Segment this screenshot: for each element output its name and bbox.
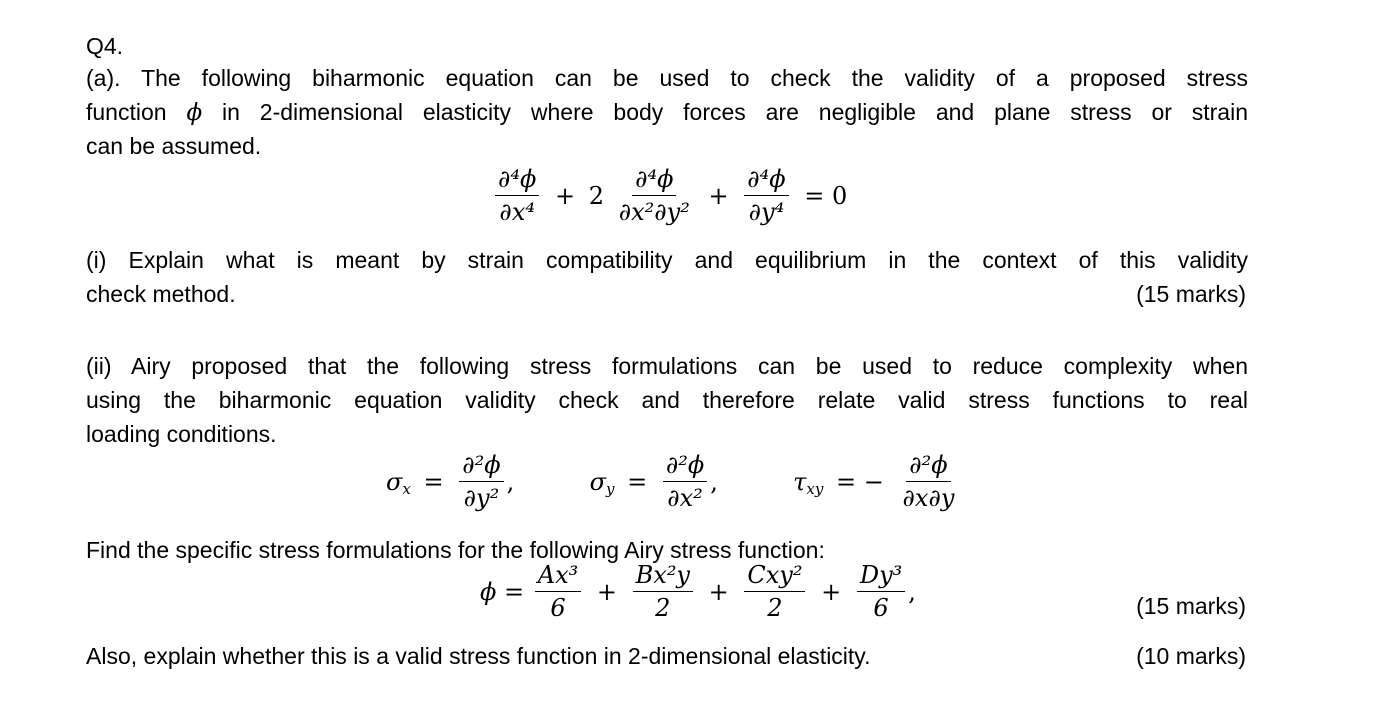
sigma-y-fraction (663, 450, 707, 513)
term-c-fraction (744, 560, 805, 623)
plus-operator: + (821, 577, 842, 606)
term-d-numerator: Dy³ (857, 560, 905, 592)
airy-stress-function (480, 560, 916, 623)
airy-formulations (386, 450, 960, 513)
term-c-denominator: 2 (767, 594, 783, 622)
term2-numerator: ∂⁴ϕ (632, 164, 676, 196)
sigma-x-denominator: ∂y² (463, 484, 500, 512)
term1-denominator: ∂x⁴ (499, 198, 535, 226)
intro-text-pre: function (86, 99, 167, 125)
equals-minus: = − (836, 467, 884, 496)
term-d-denominator: 6 (873, 594, 889, 622)
biharmonic-equation (492, 164, 852, 227)
part-i-line-1: (i) Explain what is meant by strain compatibility and equilibrium in the context of this validity (86, 247, 1248, 273)
phi-lhs: ϕ = (480, 577, 525, 606)
tau-xy-lhs: $\tau_{xy}$ (793, 467, 824, 498)
tau-xy-numerator: ∂²ϕ (906, 450, 950, 482)
part-a-intro-line-3: can be assumed. (86, 133, 262, 159)
plus-operator: + (555, 181, 576, 210)
part-i-marks: (15 marks) (1136, 281, 1246, 307)
term3-fraction (744, 164, 788, 227)
find-line: Find the specific stress formulations for the following Airy stress function: (86, 537, 825, 563)
term3-denominator: ∂y⁴ (748, 198, 785, 226)
term-b-denominator: 2 (655, 594, 671, 622)
term2-denominator: ∂x²∂y² (618, 198, 690, 226)
coefficient: 2 (588, 181, 605, 210)
plus-operator: + (596, 577, 617, 606)
also-line: Also, explain whether this is a valid stress function in 2-dimensional elasticity. (86, 643, 871, 669)
comma: , (710, 467, 718, 496)
sigma-y-lhs: $\sigma_y$ (589, 467, 615, 498)
intro-text-post: in 2-dimensional elasticity where body forces are negligible and plane stress or strain (222, 99, 1249, 125)
plus-operator: + (708, 181, 729, 210)
term-a-denominator: 6 (550, 594, 566, 622)
term-a-numerator: Ax³ (535, 560, 582, 592)
term1-numerator: ∂⁴ϕ (495, 164, 539, 196)
term-a-fraction (535, 560, 582, 623)
stress-function-marks: (15 marks) (1136, 593, 1246, 619)
equals-sign: = (423, 467, 444, 496)
term-c-numerator: Cxy² (744, 560, 805, 592)
term2-fraction (616, 164, 693, 227)
comma: , (506, 467, 515, 496)
sigma-y-numerator: ∂²ϕ (663, 450, 707, 482)
sigma-y-denominator: ∂x² (667, 484, 703, 512)
also-marks: (10 marks) (1136, 643, 1246, 669)
term-b-numerator: Bx²y (633, 560, 693, 592)
part-ii-line-1: (ii) Airy proposed that the following stress formulations can be used to reduce complexity when (86, 353, 1248, 379)
part-a-intro-line-1: (a). The following biharmonic equation can be used to check the validity of a proposed stress (86, 65, 1248, 91)
sigma-x-numerator: ∂²ϕ (459, 450, 503, 482)
question-number: Q4. (86, 33, 124, 59)
term3-numerator: ∂⁴ϕ (744, 164, 788, 196)
part-i-line-2: check method. (86, 281, 236, 307)
equals-sign: = (627, 467, 648, 496)
sigma-x-fraction (459, 450, 503, 513)
tau-xy-fraction (900, 450, 958, 513)
term1-fraction (495, 164, 539, 227)
part-ii-line-3: loading conditions. (86, 421, 277, 447)
sigma-x-lhs: $\sigma_x$ (386, 467, 411, 498)
term-d-fraction (857, 560, 905, 623)
trailing-comma: , (908, 577, 916, 606)
tau-xy-denominator: ∂x∂y (902, 484, 955, 512)
term-b-fraction (633, 560, 693, 623)
plus-operator: + (708, 577, 729, 606)
phi-symbol: ϕ (186, 100, 203, 126)
part-ii-line-2: using the biharmonic equation validity check and therefore relate valid stress functions to real (86, 387, 1248, 413)
equals-zero: = 0 (804, 181, 848, 210)
part-a-intro-line-2 (86, 98, 1248, 127)
